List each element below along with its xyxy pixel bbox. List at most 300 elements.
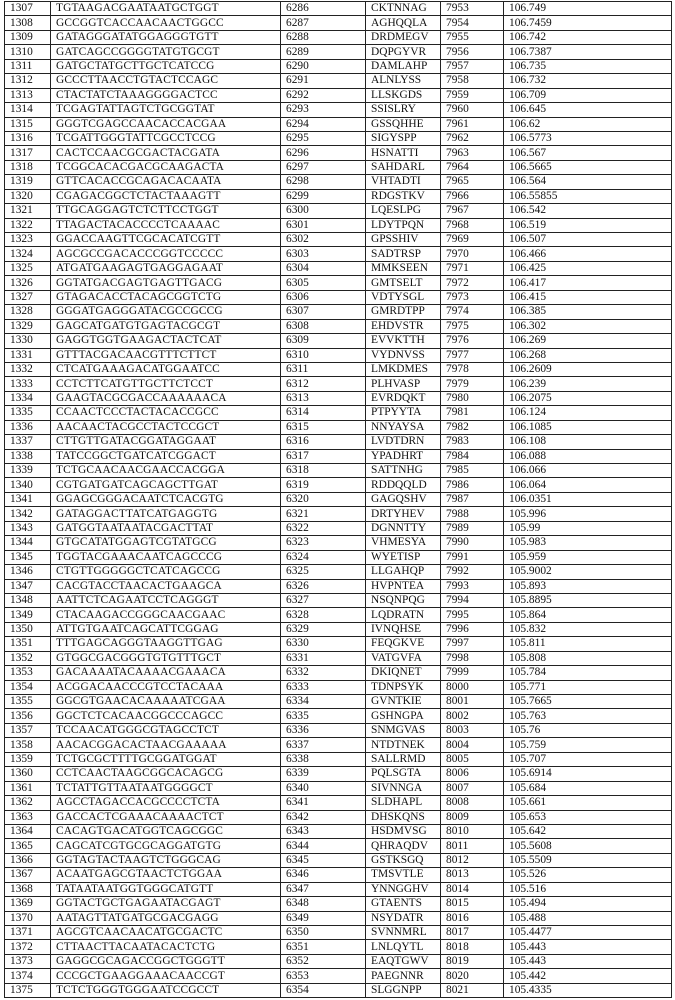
score-cell: 105.516 — [504, 882, 672, 896]
table-row — [5, 723, 672, 737]
table-row — [5, 435, 672, 449]
table-row — [5, 824, 672, 838]
row-index-cell: 1373 — [5, 954, 51, 968]
score-cell: 106.645 — [504, 103, 672, 117]
dna-sequence-cell: GGCGTGAACACAAAAATCGAA — [51, 695, 281, 709]
score-cell: 106.415 — [504, 290, 672, 304]
peptide-cell: SATTNHG — [366, 464, 441, 478]
peptide-id-cell: 7977 — [441, 348, 504, 362]
peptide-cell: GMRDTPP — [366, 305, 441, 319]
score-cell: 106.2609 — [504, 362, 672, 376]
table-row — [5, 391, 672, 405]
peptide-id-cell: 7966 — [441, 189, 504, 203]
dna-id-cell: 6326 — [281, 579, 366, 593]
peptide-id-cell: 8011 — [441, 839, 504, 853]
score-cell: 106.066 — [504, 464, 672, 478]
table-row — [5, 507, 672, 521]
row-index-cell: 1309 — [5, 30, 51, 44]
peptide-id-cell: 7984 — [441, 449, 504, 463]
table-row — [5, 565, 672, 579]
score-cell: 105.983 — [504, 536, 672, 550]
peptide-cell: SAHDARL — [366, 160, 441, 174]
table-row — [5, 911, 672, 925]
peptide-id-cell: 7968 — [441, 218, 504, 232]
peptide-id-cell: 8000 — [441, 680, 504, 694]
table-row — [5, 608, 672, 622]
score-cell: 106.088 — [504, 449, 672, 463]
dna-sequence-cell: AACAACTACGCCTACTCCGCT — [51, 420, 281, 434]
peptide-id-cell: 8016 — [441, 911, 504, 925]
dna-id-cell: 6306 — [281, 290, 366, 304]
dna-sequence-cell: GAAGTACGCGACCAAAAAACA — [51, 391, 281, 405]
peptide-id-cell: 7997 — [441, 637, 504, 651]
peptide-id-cell: 7983 — [441, 435, 504, 449]
peptide-cell: HSDMVSG — [366, 824, 441, 838]
table-row — [5, 406, 672, 420]
score-cell: 106.62 — [504, 117, 672, 131]
table-row — [5, 276, 672, 290]
peptide-cell: FEQGKVE — [366, 637, 441, 651]
peptide-id-cell: 7987 — [441, 492, 504, 506]
dna-id-cell: 6324 — [281, 550, 366, 564]
peptide-cell: SIVNNGA — [366, 781, 441, 795]
dna-id-cell: 6350 — [281, 926, 366, 940]
table-row — [5, 290, 672, 304]
dna-id-cell: 6288 — [281, 30, 366, 44]
peptide-cell: SLDHAPL — [366, 796, 441, 810]
row-index-cell: 1346 — [5, 565, 51, 579]
table-row — [5, 305, 672, 319]
score-cell: 105.893 — [504, 579, 672, 593]
peptide-id-cell: 7974 — [441, 305, 504, 319]
row-index-cell: 1314 — [5, 103, 51, 117]
score-cell: 106.749 — [504, 2, 672, 16]
row-index-cell: 1362 — [5, 796, 51, 810]
score-cell: 105.763 — [504, 709, 672, 723]
peptide-id-cell: 7953 — [441, 2, 504, 16]
peptide-id-cell: 7999 — [441, 666, 504, 680]
dna-id-cell: 6336 — [281, 723, 366, 737]
dna-sequence-cell: GATGGTAATAATACGACTTAT — [51, 521, 281, 535]
peptide-cell: HVPNTEA — [366, 579, 441, 593]
score-cell: 105.832 — [504, 622, 672, 636]
row-index-cell: 1356 — [5, 709, 51, 723]
score-cell: 105.653 — [504, 810, 672, 824]
dna-sequence-cell: CTTGTTGATACGGATAGGAAT — [51, 435, 281, 449]
peptide-cell: SSISLRY — [366, 103, 441, 117]
table-row — [5, 666, 672, 680]
peptide-cell: GSHNGPA — [366, 709, 441, 723]
peptide-id-cell: 7960 — [441, 103, 504, 117]
table-row — [5, 117, 672, 131]
peptide-id-cell: 7961 — [441, 117, 504, 131]
dna-id-cell: 6323 — [281, 536, 366, 550]
peptide-id-cell: 7969 — [441, 233, 504, 247]
peptide-id-cell: 8012 — [441, 853, 504, 867]
dna-sequence-cell: TCCAACATGGGCGTAGCCTCT — [51, 723, 281, 737]
peptide-id-cell: 7956 — [441, 45, 504, 59]
score-cell: 105.996 — [504, 507, 672, 521]
table-row — [5, 449, 672, 463]
peptide-cell: RDGSTKV — [366, 189, 441, 203]
peptide-cell: DKIQNET — [366, 666, 441, 680]
dna-sequence-cell: ACAATGAGCGTAACTCTGGAA — [51, 868, 281, 882]
dna-id-cell: 6346 — [281, 868, 366, 882]
row-index-cell: 1365 — [5, 839, 51, 853]
peptide-id-cell: 7967 — [441, 204, 504, 218]
peptide-cell: GSSQHHE — [366, 117, 441, 131]
dna-sequence-cell: CACTCCAACGCGACTACGATA — [51, 146, 281, 160]
table-row — [5, 189, 672, 203]
peptide-cell: VATGVFA — [366, 651, 441, 665]
table-row — [5, 45, 672, 59]
peptide-id-cell: 7973 — [441, 290, 504, 304]
peptide-id-cell: 7994 — [441, 593, 504, 607]
dna-id-cell: 6305 — [281, 276, 366, 290]
dna-id-cell: 6292 — [281, 88, 366, 102]
row-index-cell: 1337 — [5, 435, 51, 449]
row-index-cell: 1334 — [5, 391, 51, 405]
dna-sequence-cell: TTTGAGCAGGGTAAGGTTGAG — [51, 637, 281, 651]
table-row — [5, 954, 672, 968]
row-index-cell: 1341 — [5, 492, 51, 506]
dna-id-cell: 6317 — [281, 449, 366, 463]
dna-sequence-cell: GAGCATGATGTGAGTACGCGT — [51, 319, 281, 333]
dna-sequence-cell: GGTAGTACTAAGTCTGGGCAG — [51, 853, 281, 867]
dna-sequence-cell: GTTTACGACAACGTTTCTTCT — [51, 348, 281, 362]
peptide-cell: DHSKQNS — [366, 810, 441, 824]
peptide-cell: SIGYSPP — [366, 131, 441, 145]
dna-id-cell: 6331 — [281, 651, 366, 665]
peptide-id-cell: 7996 — [441, 622, 504, 636]
dna-sequence-cell: GATCAGCCGGGGTATGTGCGT — [51, 45, 281, 59]
row-index-cell: 1372 — [5, 940, 51, 954]
peptide-id-cell: 8015 — [441, 897, 504, 911]
score-cell: 106.2075 — [504, 391, 672, 405]
dna-id-cell: 6295 — [281, 131, 366, 145]
peptide-cell: PQLSGTA — [366, 767, 441, 781]
score-cell: 105.76 — [504, 723, 672, 737]
dna-id-cell: 6349 — [281, 911, 366, 925]
peptide-cell: PLHVASP — [366, 377, 441, 391]
table-row — [5, 781, 672, 795]
score-cell: 105.4335 — [504, 983, 672, 997]
table-row — [5, 767, 672, 781]
peptide-cell: GPSSHIV — [366, 233, 441, 247]
dna-sequence-cell: CCCGCTGAAGGAAACAACCGT — [51, 969, 281, 983]
dna-id-cell: 6320 — [281, 492, 366, 506]
row-index-cell: 1312 — [5, 74, 51, 88]
dna-sequence-cell: CCAACTCCCTACTACACCGCC — [51, 406, 281, 420]
row-index-cell: 1329 — [5, 319, 51, 333]
peptide-cell: NTDTNEK — [366, 738, 441, 752]
peptide-cell: SADTRSP — [366, 247, 441, 261]
peptide-cell: LLGAHQP — [366, 565, 441, 579]
score-cell: 106.417 — [504, 276, 672, 290]
peptide-cell: TDNPSYK — [366, 680, 441, 694]
score-cell: 105.6914 — [504, 767, 672, 781]
dna-sequence-cell: CTGTTGGGGGCTCATCAGCCG — [51, 565, 281, 579]
row-index-cell: 1370 — [5, 911, 51, 925]
score-cell: 106.239 — [504, 377, 672, 391]
score-cell: 106.064 — [504, 478, 672, 492]
row-index-cell: 1354 — [5, 680, 51, 694]
score-cell: 106.5665 — [504, 160, 672, 174]
peptide-cell: EAQTGWV — [366, 954, 441, 968]
score-cell: 105.784 — [504, 666, 672, 680]
peptide-cell: QHRAQDV — [366, 839, 441, 853]
table-row — [5, 74, 672, 88]
peptide-id-cell: 7991 — [441, 550, 504, 564]
table-row — [5, 233, 672, 247]
dna-id-cell: 6348 — [281, 897, 366, 911]
dna-sequence-cell: GGAGCGGGACAATCTCACGTG — [51, 492, 281, 506]
dna-sequence-cell: GTTCACACCGCAGACACAATA — [51, 175, 281, 189]
peptide-cell: VHMESYA — [366, 536, 441, 550]
row-index-cell: 1347 — [5, 579, 51, 593]
dna-sequence-cell: TCTATTGTTAATAATGGGGCT — [51, 781, 281, 795]
score-cell: 106.7387 — [504, 45, 672, 59]
table-row — [5, 146, 672, 160]
dna-sequence-cell: GATAGGGATATGGAGGGTGTT — [51, 30, 281, 44]
row-index-cell: 1328 — [5, 305, 51, 319]
peptide-cell: LVDTDRN — [366, 435, 441, 449]
dna-id-cell: 6299 — [281, 189, 366, 203]
row-index-cell: 1313 — [5, 88, 51, 102]
row-index-cell: 1333 — [5, 377, 51, 391]
score-cell: 105.771 — [504, 680, 672, 694]
peptide-cell: NSYDATR — [366, 911, 441, 925]
table-row — [5, 160, 672, 174]
peptide-cell: DQPGYVR — [366, 45, 441, 59]
row-index-cell: 1345 — [5, 550, 51, 564]
dna-sequence-cell: TGGTACGAAACAATCAGCCCG — [51, 550, 281, 564]
row-index-cell: 1367 — [5, 868, 51, 882]
table-row — [5, 709, 672, 723]
dna-sequence-cell: GATAGGACTTATCATGAGGTG — [51, 507, 281, 521]
table-row — [5, 131, 672, 145]
dna-id-cell: 6354 — [281, 983, 366, 997]
table-row — [5, 362, 672, 376]
score-cell: 106.735 — [504, 59, 672, 73]
row-index-cell: 1349 — [5, 608, 51, 622]
table-row — [5, 377, 672, 391]
row-index-cell: 1310 — [5, 45, 51, 59]
row-index-cell: 1342 — [5, 507, 51, 521]
dna-sequence-cell: CTTAACTTACAATACACTCTG — [51, 940, 281, 954]
peptide-cell: DRDMEGV — [366, 30, 441, 44]
dna-sequence-cell: GGCTCTCACAACGGCCCAGCC — [51, 709, 281, 723]
peptide-id-cell: 7978 — [441, 362, 504, 376]
table-row — [5, 622, 672, 636]
score-cell: 106.732 — [504, 74, 672, 88]
score-cell: 105.5509 — [504, 853, 672, 867]
dna-id-cell: 6343 — [281, 824, 366, 838]
dna-id-cell: 6304 — [281, 261, 366, 275]
score-cell: 105.7665 — [504, 695, 672, 709]
peptide-id-cell: 8004 — [441, 738, 504, 752]
row-index-cell: 1327 — [5, 290, 51, 304]
peptide-cell: YPADHRT — [366, 449, 441, 463]
dna-sequence-cell: GGGATGAGGGATACGCCGCCG — [51, 305, 281, 319]
score-cell: 105.8895 — [504, 593, 672, 607]
dna-id-cell: 6322 — [281, 521, 366, 535]
peptide-cell: RDDQQLD — [366, 478, 441, 492]
peptide-id-cell: 7995 — [441, 608, 504, 622]
row-index-cell: 1357 — [5, 723, 51, 737]
dna-id-cell: 6315 — [281, 420, 366, 434]
score-cell: 106.742 — [504, 30, 672, 44]
dna-id-cell: 6314 — [281, 406, 366, 420]
peptide-id-cell: 8010 — [441, 824, 504, 838]
score-cell: 106.507 — [504, 233, 672, 247]
dna-id-cell: 6341 — [281, 796, 366, 810]
dna-id-cell: 6307 — [281, 305, 366, 319]
row-index-cell: 1368 — [5, 882, 51, 896]
table-row — [5, 882, 672, 896]
score-cell: 106.302 — [504, 319, 672, 333]
dna-sequence-cell: CCTCTTCATGTTGCTTCTCCT — [51, 377, 281, 391]
score-cell: 106.124 — [504, 406, 672, 420]
table-row — [5, 637, 672, 651]
table-row — [5, 593, 672, 607]
dna-id-cell: 6287 — [281, 16, 366, 30]
peptide-id-cell: 8013 — [441, 868, 504, 882]
dna-sequence-cell: TCTCTGGGTGGGAATCCGCCT — [51, 983, 281, 997]
dna-id-cell: 6347 — [281, 882, 366, 896]
dna-id-cell: 6290 — [281, 59, 366, 73]
peptide-id-cell: 7963 — [441, 146, 504, 160]
row-index-cell: 1364 — [5, 824, 51, 838]
score-cell: 106.269 — [504, 334, 672, 348]
dna-id-cell: 6328 — [281, 608, 366, 622]
peptide-cell: GMTSELT — [366, 276, 441, 290]
dna-sequence-cell: ATGATGAAGAGTGAGGAGAAT — [51, 261, 281, 275]
dna-sequence-cell: TTGCAGGAGTCTCTTCCTGGT — [51, 204, 281, 218]
table-row — [5, 695, 672, 709]
peptide-cell: MMKSEEN — [366, 261, 441, 275]
dna-id-cell: 6344 — [281, 839, 366, 853]
row-index-cell: 1319 — [5, 175, 51, 189]
peptide-cell: NSQNPQG — [366, 593, 441, 607]
row-index-cell: 1355 — [5, 695, 51, 709]
peptide-cell: EVRDQKT — [366, 391, 441, 405]
score-cell: 106.567 — [504, 146, 672, 160]
score-cell: 106.466 — [504, 247, 672, 261]
peptide-id-cell: 8006 — [441, 767, 504, 781]
peptide-id-cell: 7986 — [441, 478, 504, 492]
row-index-cell: 1326 — [5, 276, 51, 290]
peptide-id-cell: 7988 — [441, 507, 504, 521]
table-row — [5, 218, 672, 232]
peptide-cell: LNLQYTL — [366, 940, 441, 954]
peptide-id-cell: 7998 — [441, 651, 504, 665]
dna-sequence-cell: GTGCATATGGAGTCGTATGCG — [51, 536, 281, 550]
peptide-id-cell: 7972 — [441, 276, 504, 290]
dna-id-cell: 6330 — [281, 637, 366, 651]
score-cell: 105.661 — [504, 796, 672, 810]
peptide-id-cell: 8003 — [441, 723, 504, 737]
table-row — [5, 348, 672, 362]
peptide-id-cell: 7976 — [441, 334, 504, 348]
dna-sequence-cell: GGTACTGCTGAGAATACGAGT — [51, 897, 281, 911]
table-body — [5, 2, 672, 998]
score-cell: 105.808 — [504, 651, 672, 665]
peptide-id-cell: 7975 — [441, 319, 504, 333]
peptide-cell: WYETISP — [366, 550, 441, 564]
score-cell: 105.488 — [504, 911, 672, 925]
peptide-id-cell: 7964 — [441, 160, 504, 174]
dna-sequence-cell: GTAGACACCTACAGCGGTCTG — [51, 290, 281, 304]
peptide-id-cell: 7970 — [441, 247, 504, 261]
dna-sequence-cell: CAGCATCGTGCGCAGGATGTG — [51, 839, 281, 853]
dna-sequence-cell: CACAGTGACATGGTCAGCGGC — [51, 824, 281, 838]
table-row — [5, 810, 672, 824]
dna-id-cell: 6311 — [281, 362, 366, 376]
dna-sequence-cell: TCTGCGCTTTTGCGGATGGAT — [51, 752, 281, 766]
score-cell: 106.108 — [504, 435, 672, 449]
score-cell: 106.5773 — [504, 131, 672, 145]
peptide-id-cell: 8020 — [441, 969, 504, 983]
peptide-cell: IVNQHSE — [366, 622, 441, 636]
peptide-cell: ALNLYSS — [366, 74, 441, 88]
dna-sequence-cell: CGTGATGATCAGCAGCTTGAT — [51, 478, 281, 492]
table-row — [5, 420, 672, 434]
table-row — [5, 651, 672, 665]
dna-sequence-cell: TGTAAGACGAATAATGCTGGT — [51, 2, 281, 16]
row-index-cell: 1330 — [5, 334, 51, 348]
table-row — [5, 261, 672, 275]
row-index-cell: 1350 — [5, 622, 51, 636]
score-cell: 105.4477 — [504, 926, 672, 940]
peptide-cell: SLGGNPP — [366, 983, 441, 997]
peptide-id-cell: 8018 — [441, 940, 504, 954]
peptide-id-cell: 7981 — [441, 406, 504, 420]
peptide-cell: AGHQQLA — [366, 16, 441, 30]
peptide-cell: GAGQSHV — [366, 492, 441, 506]
peptide-cell: EHDVSTR — [366, 319, 441, 333]
dna-sequence-cell: TCGGCACACGACGCAAGACTA — [51, 160, 281, 174]
row-index-cell: 1371 — [5, 926, 51, 940]
row-index-cell: 1344 — [5, 536, 51, 550]
row-index-cell: 1353 — [5, 666, 51, 680]
peptide-cell: VHTADTI — [366, 175, 441, 189]
peptide-id-cell: 7958 — [441, 74, 504, 88]
peptide-cell: VDTYSGL — [366, 290, 441, 304]
dna-id-cell: 6353 — [281, 969, 366, 983]
dna-id-cell: 6313 — [281, 391, 366, 405]
dna-sequence-cell: GACAAAATACAAAACGAAACA — [51, 666, 281, 680]
peptide-id-cell: 7985 — [441, 464, 504, 478]
peptide-cell: HSNATTI — [366, 146, 441, 160]
peptide-cell: LMKDMES — [366, 362, 441, 376]
dna-id-cell: 6325 — [281, 565, 366, 579]
table-row — [5, 88, 672, 102]
table-row — [5, 680, 672, 694]
dna-id-cell: 6316 — [281, 435, 366, 449]
table-row — [5, 983, 672, 997]
dna-id-cell: 6312 — [281, 377, 366, 391]
score-cell: 105.959 — [504, 550, 672, 564]
row-index-cell: 1352 — [5, 651, 51, 665]
dna-id-cell: 6296 — [281, 146, 366, 160]
table-row — [5, 2, 672, 16]
dna-id-cell: 6338 — [281, 752, 366, 766]
row-index-cell: 1325 — [5, 261, 51, 275]
dna-id-cell: 6345 — [281, 853, 366, 867]
peptide-id-cell: 7992 — [441, 565, 504, 579]
row-index-cell: 1308 — [5, 16, 51, 30]
